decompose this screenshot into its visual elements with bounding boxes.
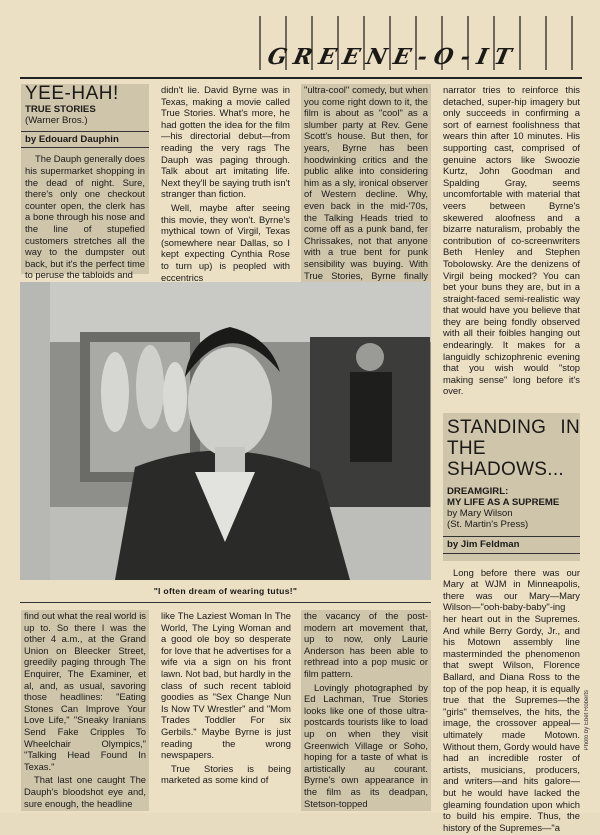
article1-publisher: (Warner Bros.) [25, 115, 88, 127]
paragraph: "ultra-cool" comedy, but when you come right down to it, the film is about as "cool" as a slumber party at Rev. Gene Scott's house. But then, for years, Byrne has been hoodwinking critics and the public alike into considering him as a sly, ironical observer of Western decline. Why, even back in the mid-'70s, the Talking Heads tried to come off as a punk band, fer Chrissakes, not that anyone with a true bent for punk sensibility was buying. With True Stories, Byrne finally [304, 84, 428, 281]
article2-publisher: (St. Martin's Press) [447, 519, 529, 531]
paragraph: That last one caught The Dauph's bloodshot eye and, sure enough, the headline [24, 774, 146, 809]
article1-byline: by Edouard Dauphin [21, 131, 149, 149]
paragraph: Lovingly photographed by Ed Lachman, True Stories looks like one of those ultra-postcards tourists like to load up on when they visit Greenwich Village or Soho, hoping for a taste of what is artistically au courant. Byrne's own appearance in the film as its deadpan, Stetson-topped [304, 681, 428, 809]
article2-header-box [443, 413, 580, 561]
article2-subhead-1: DREAMGIRL: [447, 486, 509, 498]
article2-subhead-2: MY LIFE AS A SUPREME [447, 497, 560, 509]
right-column [443, 84, 580, 835]
photo-david-byrne [20, 282, 431, 580]
article1-column-3 [301, 84, 431, 295]
article1-headline: YEE-HAH! [25, 83, 119, 104]
article1-subhead: TRUE STORIES [25, 103, 96, 115]
article2-headline: STANDING IN THE SHADOWS... [447, 417, 580, 481]
paragraph: Long before there was our Mary at WJM in Minneapolis, there was our Mary—Mary Wilson—"ooh-baby-baby"-ing her heart out in the Supremes. And while Berry Gordy, Jr., and his Motown assembly line masterminded the phenomenon that swept Wilson, Florence Ballard, and Diana Ross to the top of the pop heap, it is equally true that the Supremes—the "girls" themselves, the hits, the image, the crossover appeal—ultimately made Motown. Without them, Gordy would have had an incredible roster of artists, musicians, producers, and writers—and hits galore—but he would have lacked the gleaming foundation upon which to build his empire. Thus, the history of the Supremes—"a [443, 566, 580, 833]
banner-title: GREENE-O-IT [265, 44, 521, 70]
article2-author: by Mary Wilson [447, 508, 513, 520]
article1-column-2 [161, 84, 290, 285]
photo-caption: "I often dream of wearing tutus!" [153, 586, 298, 596]
paragraph: True Stories is being marketed as some kind of [161, 762, 291, 786]
paragraph: like The Laziest Woman In The World, The Lying Woman and a good ole boy so desperate for love that he advertises for a wife via a sign on his front lawn. Not bad, but hardly in the class of such recent tabloid goodies as "Sex Change Nun Is Now TV Wrestler" and "Mom Trades Toddler For six Gerbils." Maybe Byrne is just reading the wrong newspapers. [161, 610, 291, 761]
paragraph: the vacancy of the post-modern art movement that, up to now, only Laurie Anderson has been able to rethread into a pop music or film pattern. [304, 610, 428, 679]
paragraph: find out what the real world is up to. So there I was the other 4 a.m., at the Grand Union on Bleecker Street, greedily paging through The Enquirer, The Examiner, et al, and, as usual, savoring those headlines: "Eating Stones Can Improve Your Love Life," "Sneaky Iranians Send Fake Cripples To Wheelchair Olympics," "Talking Head Found In Texas." [24, 610, 146, 772]
article1-column-6 [161, 610, 291, 788]
article1-column-7 [301, 610, 431, 811]
photo-illustration [20, 282, 431, 580]
paragraph: didn't lie. David Byrne was in Texas, making a movie called True Stories. What's more, he had gotten the idea for the film—his directorial debut—from reading the very rags The Dauph was paging through. Talk about art imitating life. Next they'll be saying truth isn't stranger than fiction. [161, 84, 290, 200]
article1-column-1 [21, 83, 149, 281]
top-rule [20, 77, 582, 79]
article2-byline: by Jim Feldman [443, 536, 580, 554]
section-banner [250, 14, 580, 72]
caption-rule [20, 602, 431, 603]
article1-column-5 [21, 610, 149, 811]
paragraph: Well, maybe after seeing this movie, they won't. Byrne's mythical town of Virgil, Texas (somewhere near Dallas, so I kept expecting Cynthia Rose to turn up) is peopled with eccentrics [161, 201, 290, 283]
paragraph: narrator tries to reinforce this detached, super-hip imagery but only succeeds in confirming a sort of earnest foolishness that wears thin after 10 minutes. His supporting cast, comprised of genuine actors like Swoozie Kurtz, John Goodman and Spalding Gray, seems uncomfortable with material that veers between Byrne's skewered aloofness and a bizarre naturalism, probably the contribution of co-screenwriters Beth Henley and Stephen Tobolowsky. Are the denizens of Virgil being mocked? You can bet your buns they are, but in a straight-faced semi-realistic way that would have you believe that they are being fondly observed with all their foibles hanging out endearingly. It makes for a languidly schizophrenic evening that you wish would "stop making sense" long before it's over. [443, 84, 580, 397]
photo-credit: Photo by Ebet Roberts [584, 690, 590, 751]
paragraph: The Dauph generally does his supermarket shopping in the dead of night. Sure, there's only one checkout counter open, the clerk has a bone through his nose and the line of stupefied customers stretches all the way to the dumpster out back, but it's the perfect time to peruse the tabloids and [25, 153, 145, 281]
